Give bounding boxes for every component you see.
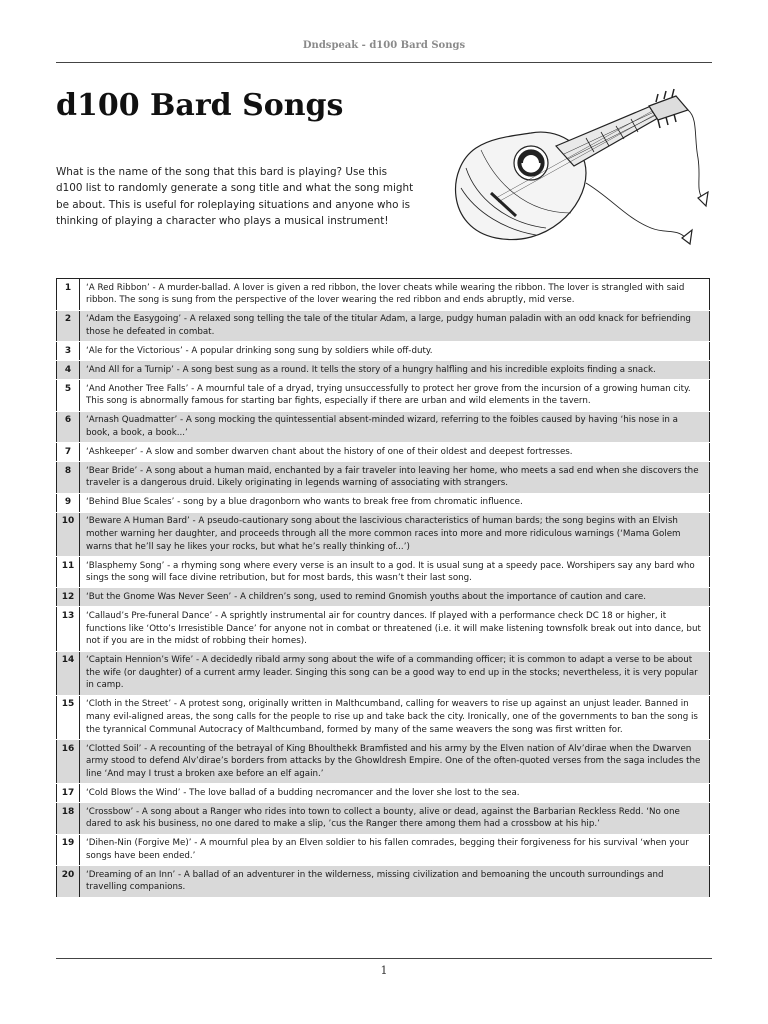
table-row [57,695,710,739]
roll-number: 6 [57,411,80,443]
table-row [57,739,710,783]
table-row [57,834,710,866]
roll-number: 18 [57,802,80,834]
song-description: ‘Blasphemy Song’ - a rhyming song where every verse is an insult to a god. It is usual sung at a speedy pace. Worshipers say any bard who sings the song will face divine retribution, but for most bards, this wasn’t their last song. [80,556,710,588]
song-description: ‘Cloth in the Street’ - A protest song, originally written in Malthcumband, calling for weavers to rise up against an unjust leader. Banned in many evil-aligned areas, the song calls for the people to rise up and take back the city. Ironically, one of the governments to ban the song is the tyrannical Communal Autocracy of Malthcumband, formed by many of the same weavers the song was first written for. [80,695,710,739]
song-description: ‘Ashkeeper’ - A slow and somber dwarven chant about the history of one of their oldest and deepest fortresses. [80,443,710,462]
roll-number: 15 [57,695,80,739]
table-row [57,361,710,380]
song-description: ‘Clotted Soil’ - A recounting of the betrayal of King Bhoulthekk Bramfisted and his army by the Elven nation of Alv’dirae when the Dwarven army stood to defend Alv’dirae’s borders from attacks by the Ghowldresh Empire. One of the often-quoted verses from the saga includes the line ‘And may I trust a broken axe before an elf again.’ [80,739,710,783]
song-description: ‘Callaud’s Pre-funeral Dance’ - A sprightly instrumental air for country dances. If played with a performance check DC 18 or higher, it functions like ‘Otto’s Irresistible Dance’ for anyone not in combat or threatened (i.e. it will make listening townsfolk break out into dance, but not if you are in the midst of robbing their homes). [80,607,710,651]
page-title: d100 Bard Songs [56,88,344,123]
table-row [57,279,710,311]
song-description: ‘Beware A Human Bard’ - A pseudo-cautionary song about the lascivious characteristics of human bards; the song begins with an Elvish mother warning her daughter, and proceeds through all the more common races into more and more ridiculous warnings (‘Mama Golem warns that he’ll say he likes your rocks, but what he’s really thinking of...’) [80,512,710,556]
header-rule [56,62,712,63]
lute-icon [436,88,712,250]
table-row [57,462,710,494]
song-description: ‘Captain Hennion’s Wife’ - A decidedly ribald army song about the wife of a commanding officer; it is common to adapt a verse to be about the wife (or daughter) of a current army leader. Singing this song can be a good way to end up in the stocks; nevertheless, it is very popular in camp. [80,651,710,695]
footer-rule [56,958,712,959]
song-description: ‘But the Gnome Was Never Seen’ - A children’s song, used to remind Gnomish youths about the importance of caution and care. [80,588,710,607]
roll-number: 19 [57,834,80,866]
song-table [56,278,710,898]
roll-number: 13 [57,607,80,651]
song-description: ‘And All for a Turnip’ - A song best sung as a round. It tells the story of a hungry halfling and his incredible exploits finding a snack. [80,361,710,380]
table-row [57,380,710,412]
song-description: ‘Behind Blue Scales’ - song by a blue dragonborn who wants to break free from chromatic influence. [80,493,710,512]
roll-number: 20 [57,866,80,898]
song-description: ‘Adam the Easygoing’ - A relaxed song telling the tale of the titular Adam, a large, pudgy human paladin with an odd knack for befriending those he defeated in combat. [80,310,710,342]
roll-number: 9 [57,493,80,512]
table-row [57,342,710,361]
table-row [57,411,710,443]
roll-number: 10 [57,512,80,556]
roll-number: 1 [57,279,80,311]
song-description: ‘Dreaming of an Inn’ - A ballad of an adventurer in the wilderness, missing civilization and bemoaning the uncouth surroundings and travelling companions. [80,866,710,898]
roll-number: 4 [57,361,80,380]
page-number: 1 [380,964,388,977]
intro-paragraph: What is the name of the song that this bard is playing? Use this d100 list to randomly generate a song title and what the song might be about. This is useful for roleplaying situations and anyone who is thinking of playing a character who plays a musical instrument! [56,166,414,227]
song-description: ‘Ale for the Victorious’ - A popular drinking song sung by soldiers while off-duty. [80,342,710,361]
roll-number: 17 [57,784,80,803]
song-description: ‘Bear Bride’ - A song about a human maid, enchanted by a fair traveler into leaving her home, who meets a sad end when she discovers the traveler is a dangerous druid. Likely originating in legends warning of associating with strangers. [80,462,710,494]
table-row [57,651,710,695]
table-row [57,866,710,898]
table-row [57,310,710,342]
table-row [57,784,710,803]
table-row [57,556,710,588]
table-row [57,607,710,651]
roll-number: 3 [57,342,80,361]
roll-number: 7 [57,443,80,462]
table-row [57,443,710,462]
table-row [57,802,710,834]
table-row [57,512,710,556]
song-description: ‘And Another Tree Falls’ - A mournful tale of a dryad, trying unsuccessfully to protect her grove from the incursion of a growing human city. This song is abnormally famous for starting bar fights, especially if there are urban and wild elements in the tavern. [80,380,710,412]
table-row [57,588,710,607]
roll-number: 8 [57,462,80,494]
roll-number: 16 [57,739,80,783]
roll-number: 12 [57,588,80,607]
song-description: ‘A Red Ribbon’ - A murder-ballad. A lover is given a red ribbon, the lover cheats while wearing the ribbon. The lover is strangled with said ribbon. The song is sung from the perspective of the lover wearing the red ribbon and ends abruptly, mid verse. [80,279,710,311]
table-row [57,493,710,512]
song-description: ‘Arnash Quadmatter’ - A song mocking the quintessential absent-minded wizard, referring to the foibles caused by having ‘his nose in a book, a book, a book...’ [80,411,710,443]
roll-number: 5 [57,380,80,412]
song-description: ‘Cold Blows the Wind’ - The love ballad of a budding necromancer and the lover she lost to the sea. [80,784,710,803]
running-header: Dndspeak - d100 Bard Songs [302,40,466,51]
song-description: ‘Crossbow’ - A song about a Ranger who rides into town to collect a bounty, alive or dead, against the Barbarian Reckless Redd. ‘No one dared to ask his business, no one dared to make a slip, ’cus the Ranger there among them had a crossbow at his hip.’ [80,802,710,834]
song-description: ‘Dihen-Nin (Forgive Me)’ - A mournful plea by an Elven soldier to his fallen comrades, begging their forgiveness for his survival ‘when your songs have been ended.’ [80,834,710,866]
roll-number: 2 [57,310,80,342]
roll-number: 14 [57,651,80,695]
roll-number: 11 [57,556,80,588]
